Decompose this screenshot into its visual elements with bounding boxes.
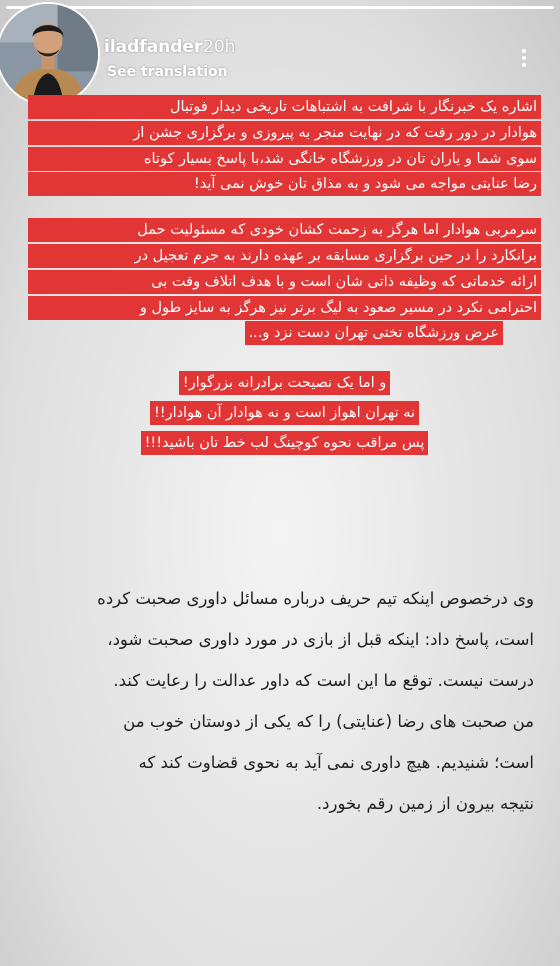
highlight-line: اشاره یک خبرنگار با شرافت به اشتباهات تاریخی دیدار فوتبال [28,95,541,119]
paragraph-2 [28,218,541,351]
highlight-line: پس مراقب نحوه کوچینگ لب خط تان باشید!!! [141,431,429,455]
paragraph-3 [28,371,541,460]
quote-line: است، پاسخ داد: اینکه قبل از بازی در مورد داوری صحبت شود، [107,630,534,649]
highlight-line: سرمربی هوادار اما هرگز به زحمت کشان خودی که مسئولیت حمل [28,218,541,242]
quote-text [34,582,534,828]
highlight-line: ارائه خدماتی که وظیفه ذاتی شان است و با هدف اتلاف وقت بی [28,270,541,294]
more-options-button[interactable] [510,40,538,76]
story-username[interactable]: iladfander [104,37,203,57]
quote-line: درست نیست. توقع ما این است که داور عدالت را رعایت کند. [113,671,534,690]
profile-photo [0,4,98,104]
highlight-line: عرض ورزشگاه تختی تهران دست نزد و... [245,321,503,345]
avatar[interactable] [0,2,100,106]
highlight-line: برانکارد را در حین برگزاری مسابقه بر عهده دارند به جرم تعجیل در [28,244,541,268]
see-translation-button[interactable]: See translation [107,64,228,80]
story-progress-fill [6,6,554,9]
highlight-line: احترامی نکرد در مسیر صعود به لیگ برتر نیز هرگز به سایز طول و [28,296,541,320]
highlight-line: رضا عنایتی مواجه می شود و به مذاق تان خوش نمی آید! [28,172,541,196]
quote-line: وی درخصوص اینکه تیم حریف درباره مسائل داوری صحبت کرده [97,589,534,608]
highlight-line: هوادار در دور رفت که در نهایت منجر به پیروزی و برگزاری جشن از [28,121,541,145]
quote-line: است؛ شنیدیم. هیچ داوری نمی آید به نحوی قضاوت کند که [138,753,534,772]
quote-line: من صحبت های رضا (عنایتی) را که یکی از دوستان خوب من [123,712,534,731]
story-progress-bar [6,6,554,9]
highlight-line: سوی شما و یاران تان در ورزشگاه خانگی شد،با پاسخ بسیار کوتاه [28,147,541,171]
three-dots-vertical-icon [522,49,526,67]
highlighted-post [28,95,541,461]
highlight-line: و اما یک نصیحت برادرانه بزرگوار! [179,371,391,395]
story-timestamp: 20h [203,37,236,57]
quote-line: نتیجه بیرون از زمین رقم بخورد. [316,794,534,813]
paragraph-1 [28,95,541,196]
highlight-line: نه تهران اهواز است و نه هوادار آن هوادار!! [150,401,419,425]
